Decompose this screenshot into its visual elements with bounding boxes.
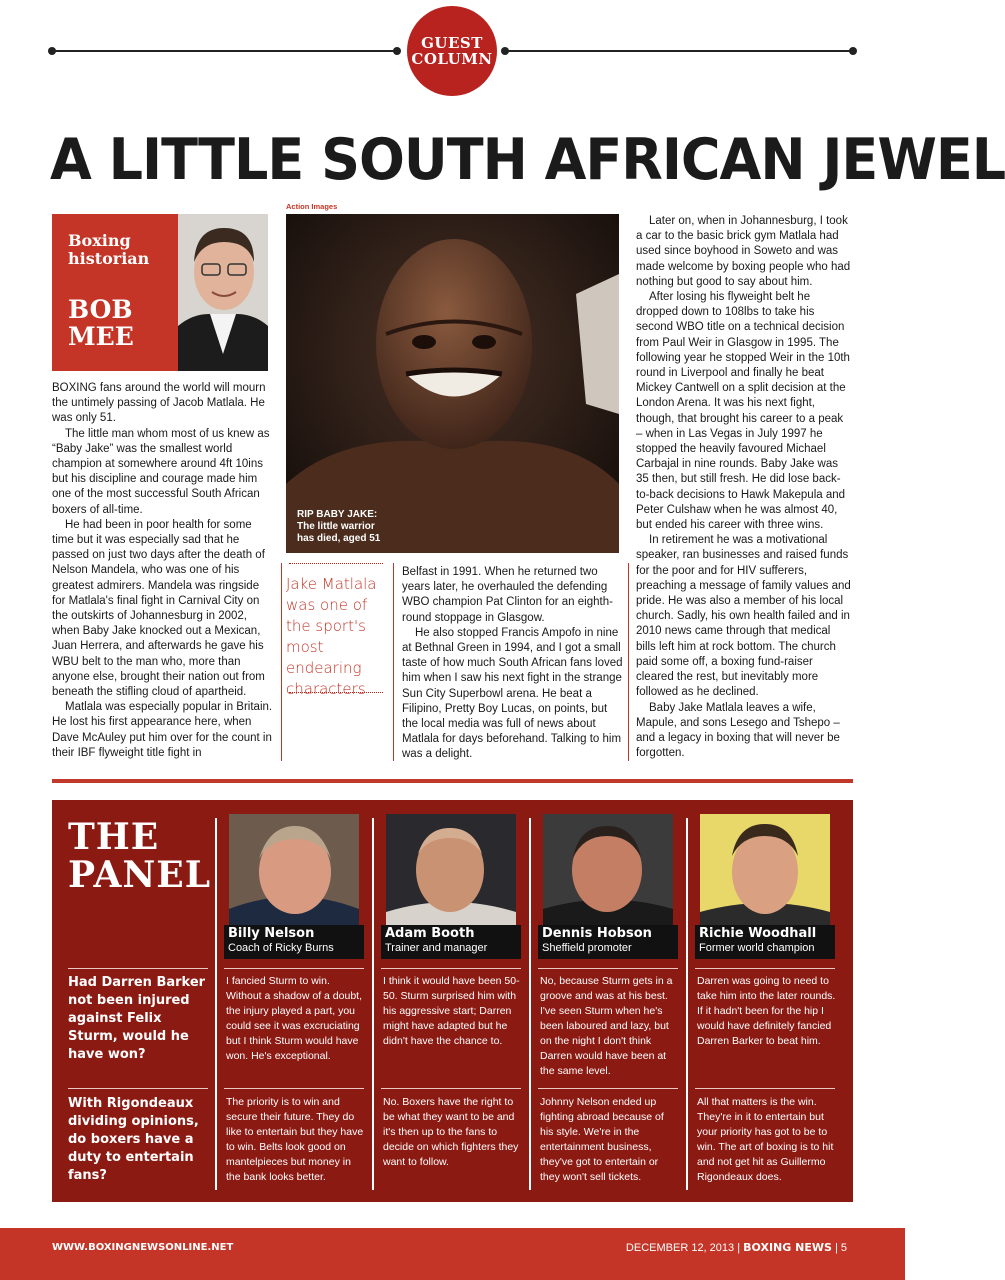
panelist-name-bar	[538, 925, 678, 959]
panel-divider	[529, 818, 531, 1190]
panelist-name: Adam Booth	[385, 926, 475, 941]
author-name-line: BOB	[68, 295, 133, 324]
footer-separator: |	[737, 1242, 741, 1254]
paragraph: In retirement he was a motivational speaker, ran businesses and raised funds for the poor and for HIV sufferers, preaching a message of family values and pride. He was also a member of his local church. Sadly, his own health failed and in 2010 news came through that medical bills left him at rock bottom. The church paid some off, a boxing fund-raiser cleared the rest, but inevitably more followed as he declined.	[636, 534, 851, 699]
column-divider	[393, 563, 394, 761]
guest-column-badge	[407, 6, 497, 96]
panelist-name-bar	[381, 925, 521, 959]
article-column-2	[402, 565, 624, 763]
panelist-photo	[229, 814, 359, 929]
paragraph: Belfast in 1991. When he returned two years later, he overhauled the defending WBO champion Pat Clinton for an eighth-round stoppage in Glasgow.	[402, 566, 613, 624]
panel-row-rule	[538, 968, 678, 969]
paragraph: Matlala was especially popular in Britain. He lost his first appearance here, when Dave McAuley put him over for the count in their IBF flyweight title fight in	[52, 701, 273, 759]
rule-dot	[393, 47, 401, 55]
boxer-photo	[286, 214, 619, 553]
panel-divider	[215, 818, 217, 1190]
pull-quote-rule	[289, 563, 383, 564]
badge-line: GUEST	[421, 34, 483, 52]
author-role-line: Boxing	[68, 231, 131, 250]
pull-quote-rule	[289, 692, 383, 693]
author-box	[52, 214, 268, 371]
panel-question-2: With Rigondeaux dividing opinions, do boxers have a duty to entertain fans?	[68, 1096, 199, 1183]
photo-caption	[297, 509, 380, 545]
footer-url[interactable]: WWW.BOXINGNEWSONLINE.NET	[52, 1242, 234, 1253]
panelist-photo	[386, 814, 516, 929]
pull-quote	[286, 563, 386, 698]
panel-divider	[686, 818, 688, 1190]
header-rule-right	[505, 50, 850, 52]
panelist-photo	[700, 814, 830, 929]
the-panel	[52, 800, 853, 1202]
panelist-name-bar	[224, 925, 364, 959]
panel-row-rule	[695, 1088, 835, 1089]
panel-question-1: Had Darren Barker not been injured against Felix Sturm, would he have won?	[68, 975, 206, 1062]
paragraph: BOXING fans around the world will mourn the untimely passing of Jacob Matlala. He was only 51.	[52, 382, 266, 425]
panel-row-rule	[224, 968, 364, 969]
page-number: 5	[840, 1242, 847, 1254]
panel-title-line: THE	[68, 816, 160, 858]
panelist-name: Billy Nelson	[228, 926, 315, 941]
panelist-photo	[543, 814, 673, 929]
rule-dot	[501, 47, 509, 55]
paragraph: The little man whom most of us knew as “Baby Jake” was the smallest world champion at somewhere around 4ft 10ins but his discipline and courage made him one of the most successful South African boxers of all-time.	[52, 427, 270, 516]
footer-publication: BOXING NEWS	[743, 1241, 832, 1254]
panel-row-rule	[68, 968, 208, 969]
panelist-role: Coach of Ricky Burns	[228, 942, 334, 954]
footer-folio	[626, 1241, 847, 1254]
panel-answer: Johnny Nelson ended up fighting abroad because of his style. We're in the entertainment business, they've got to entertain or they won't sell tickets.	[540, 1096, 664, 1183]
paragraph: He also stopped Francis Ampofo in nine at Bethnal Green in 1994, and I got a small taste of how much South African fans loved him when I saw his next fight in the strange Sun City Superbowl arena. He beat a Filipino, Pretty Boy Lucas, on points, but the local media was full of news about Matlala for days beforehand. Talking to him was a delight.	[402, 626, 623, 761]
panel-title-line: PANEL	[68, 854, 212, 896]
author-name	[68, 296, 134, 350]
caption-line: has died, aged 51	[297, 533, 381, 544]
panel-answer: Darren was going to need to take him into the later rounds. If it hadn't been for the hip I would have definitely fancied Darren Barker to beat him.	[697, 975, 836, 1047]
panel-row-rule	[538, 1088, 678, 1089]
photo-credit: Action Images	[286, 202, 338, 211]
panel-row-rule	[381, 1088, 521, 1089]
author-role	[68, 232, 149, 268]
rule-dot	[849, 47, 857, 55]
panel-divider	[372, 818, 374, 1190]
panelist-role: Trainer and manager	[385, 942, 488, 954]
headline: A LITTLE SOUTH AFRICAN JEWEL	[50, 126, 1005, 193]
author-name-line: MEE	[68, 322, 134, 351]
paragraph: After losing his flyweight belt he dropped down to 108lbs to take his second WBO title on a technical decision from Paul Weir in Glasgow in 1995. The following year he stopped Weir in the 10th round in Liverpool and finally he beat Mickey Cantwell on a split decision at the London Arena. It was his next fight, though, that brought his career to a peak – when in Las Vegas in July 1997 he stopped the heavily favoured Michael Carbajal in nine rounds. Baby Jake was 35 then, but still fresh. He did lose back-to-back decisions to Hawk Makepula and Peter Culshaw when he was almost 40, but ended his career with three wins.	[636, 291, 850, 532]
panelist-name: Dennis Hobson	[542, 926, 652, 941]
caption-line: RIP BABY JAKE:	[297, 509, 378, 520]
panel-answer: No. Boxers have the right to be what they want to be and it's then up to the fans to decide on which fighters they want to follow.	[383, 1096, 519, 1168]
section-divider	[52, 779, 853, 783]
caption-line: The little warrior	[297, 521, 375, 532]
panel-answer: No, because Sturm gets in a groove and was at his best. I've seen Sturm when he's been laboured and lazy, but on the night I don't think Darren would have been at the same level.	[540, 975, 673, 1077]
page-footer	[0, 1228, 905, 1280]
panelist-name-bar	[695, 925, 835, 959]
column-divider	[281, 563, 282, 761]
paragraph: Later on, when in Johannesburg, I took a car to the basic brick gym Matlala had used since boyhood in Soweto and was made welcome by boxing people who had nothing but good to say about him.	[636, 215, 851, 288]
panel-row-rule	[381, 968, 521, 969]
column-divider	[628, 563, 629, 761]
panel-answer: I fancied Sturm to win. Without a shadow of a doubt, the injury played a part, you could see it was excruciating but I think Sturm would have won. He's exceptional.	[226, 975, 363, 1062]
badge-line: COLUMN	[411, 50, 493, 68]
rule-dot	[48, 47, 56, 55]
paragraph: Baby Jake Matlala leaves a wife, Mapule, and sons Lesego and Tshepo – and a legacy in boxing that will never be forgotten.	[636, 701, 840, 760]
panel-title	[68, 818, 211, 894]
panel-row-rule	[695, 968, 835, 969]
panelist-role: Former world champion	[699, 942, 815, 954]
panel-answer: I think it would have been 50-50. Sturm surprised him with his aggressive start; Darren might have adapted but he didn't have the chance to.	[383, 975, 520, 1047]
panel-answer: The priority is to win and secure their future. They do like to entertain but they have to win. Belts look good on mantelpieces but money in the bank looks better.	[226, 1096, 364, 1183]
panel-row-rule	[224, 1088, 364, 1089]
pull-quote-text: Jake Matlala was one of the sport's most endearing characters	[286, 575, 377, 698]
panel-answer: All that matters is the win. They're in it to entertain but your priority has got to be to win. The art of boxing is to hit and not get hit as Guillermo Rigondeaux does.	[697, 1096, 834, 1183]
paragraph: He had been in poor health for some time but it was especially sad that he passed on just two days after the death of Nelson Mandela, who was one of his greatest admirers. Mandela was ringside for Matlala's final fight in Carnival City on the outskirts of Johannesburg in 2002, when Baby Jake knocked out a Mexican, Juan Herrera, and afterwards he gave his WBU belt to the man who, more than anyone else, brought their nation out from beneath the stifling cloud of apartheid.	[52, 518, 265, 699]
boxer-image	[286, 214, 619, 553]
footer-date: DECEMBER 12, 2013	[625, 1242, 735, 1254]
panelist-role: Sheffield promoter	[542, 942, 632, 954]
panel-row-rule	[68, 1088, 208, 1089]
author-role-line: historian	[68, 249, 150, 268]
article-column-3	[636, 214, 852, 761]
author-portrait	[178, 214, 268, 371]
footer-separator: |	[834, 1242, 838, 1254]
panelist-name: Richie Woodhall	[699, 926, 817, 941]
header-rule-left	[52, 50, 397, 52]
article-column-1	[52, 381, 274, 761]
